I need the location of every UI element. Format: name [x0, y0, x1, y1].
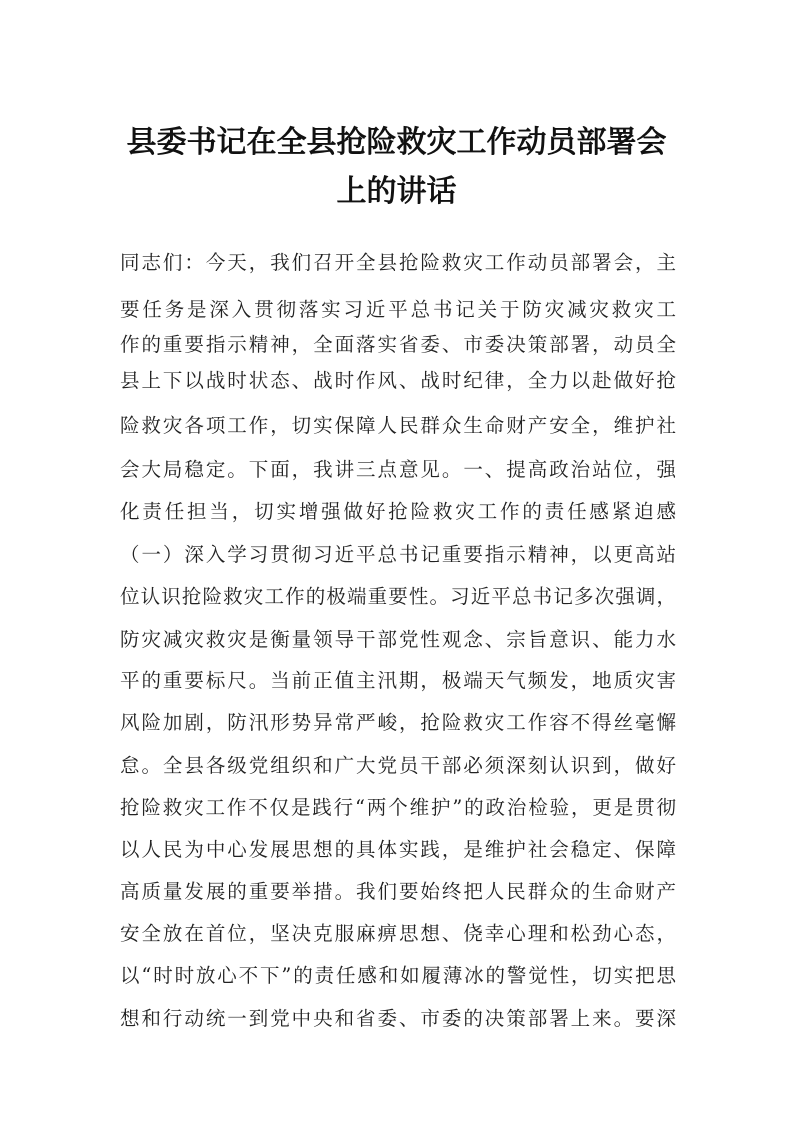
- body-line: 怠。全县各级党组织和广大党员干部必须深刻认识到，做好: [120, 754, 676, 777]
- body-line: 同志们：今天，我们召开全县抢险救灾工作动员部署会，主: [120, 251, 676, 274]
- body-line: 化责任担当，切实增强做好抢险救灾工作的责任感紧迫感: [120, 500, 676, 523]
- document-title-line-1: 县委书记在全县抢险救灾工作动员部署会: [126, 125, 667, 160]
- body-line: 县上下以战时状态、战时作风、战时纪律，全力以赴做好抢: [120, 369, 676, 392]
- body-line: 风险加剧，防汛形势异常严峻，抢险救灾工作容不得丝毫懈: [120, 711, 676, 734]
- body-line: 要任务是深入贯彻落实习近平总书记关于防灾减灾救灾工: [120, 298, 676, 321]
- body-line: 想和行动统一到党中央和省委、市委的决策部署上来。要深: [120, 1007, 676, 1030]
- body-line: 会大局稳定。下面，我讲三点意见。一、提高政治站位，强: [120, 458, 676, 481]
- body-line: 防灾减灾救灾是衡量领导干部党性观念、宗旨意识、能力水: [120, 628, 676, 651]
- body-line: 作的重要指示精神，全面落实省委、市委决策部署，动员全: [120, 333, 676, 356]
- body-line: 平的重要标尺。当前正值主汛期，极端天气频发，地质灾害: [120, 669, 676, 692]
- body-line: 安全放在首位，坚决克服麻痹思想、侥幸心理和松劲心态，: [120, 922, 676, 945]
- body-line: 高质量发展的重要举措。我们要始终把人民群众的生命财产: [120, 880, 676, 903]
- body-line: 险救灾各项工作，切实保障人民群众生命财产安全，维护社: [120, 414, 676, 437]
- body-line: 位认识抢险救灾工作的极端重要性。习近平总书记多次强调，: [120, 585, 676, 608]
- body-line: 以“时时放心不下”的责任感和如履薄冰的警觉性，切实把思: [120, 964, 676, 987]
- body-line: 抢险救灾工作不仅是践行“两个维护”的政治检验，更是贯彻: [120, 796, 676, 819]
- document-title-line-2: 上的讲话: [336, 174, 457, 209]
- body-line: （一）深入学习贯彻习近平总书记重要指示精神，以更高站: [120, 543, 676, 566]
- body-line: 以人民为中心发展思想的具体实践，是维护社会稳定、保障: [120, 838, 676, 861]
